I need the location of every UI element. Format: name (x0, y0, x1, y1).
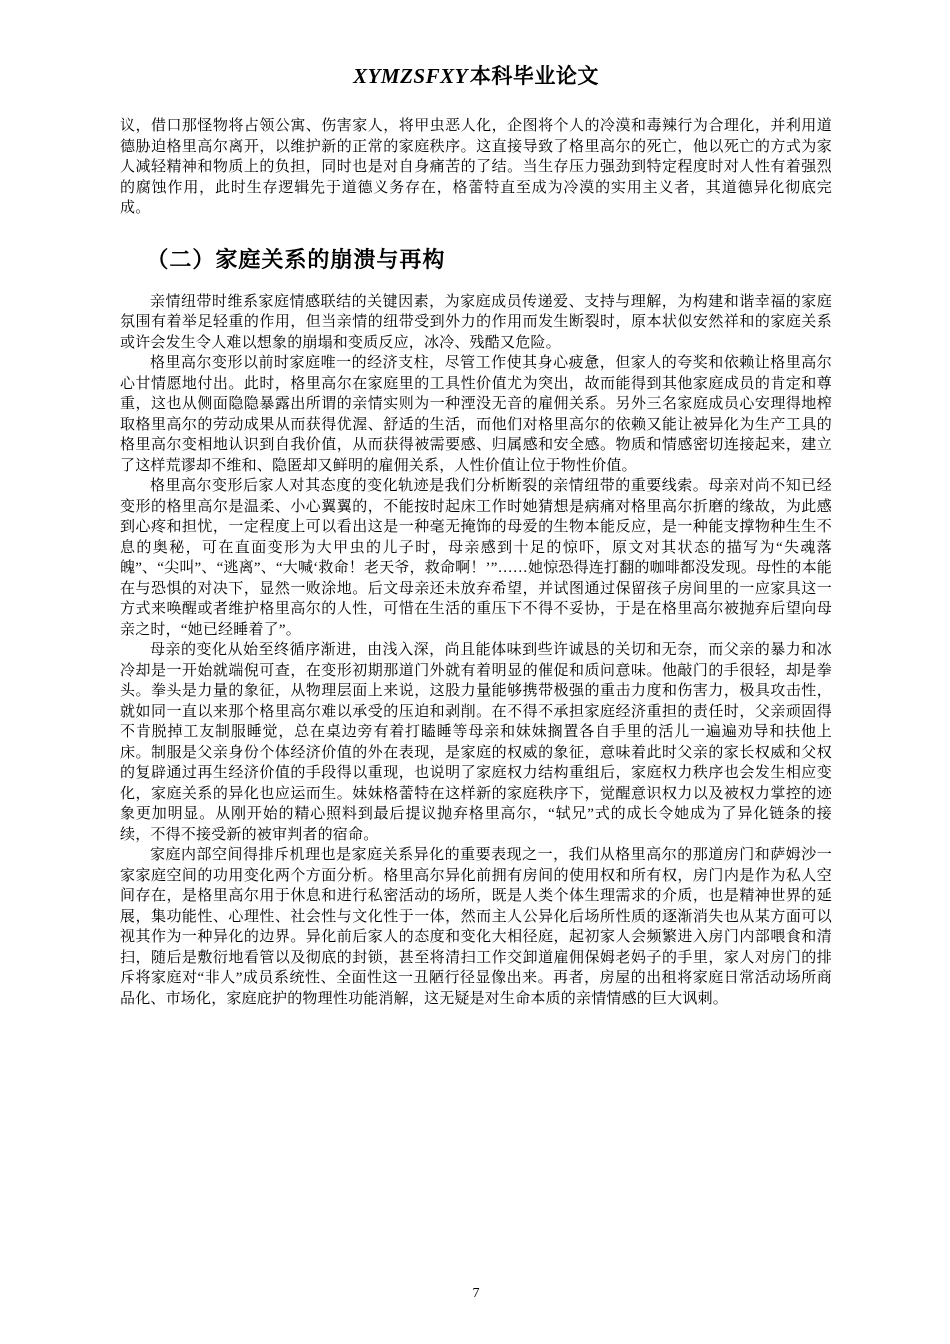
page-footer (120, 1264, 832, 1302)
paragraph: 家庭内部空间得排斥机理也是家庭关系异化的重要表现之一，我们从格里高尔的那道房门和萨姆沙一家家庭空间的功用变化两个方面分析。格里高尔异化前拥有房间的使用权和所有权，房门内是作为私人空间存在，是格里高尔用于休息和进行私密活动的场所，既是人类个体生理需求的介质，也是精神世界的延展，集功能性、心理性、社会性与文化性于一体，然而主人公异化后场所性质的逐渐消失也从某方面可以视其作为一种异化的边界。异化前后家人的态度和变化大相径庭，起初家人会频繁进入房门内部喂食和清扫，随后是敷衍地看管以及彻底的封锁，甚至将清扫工作交卸道雇佣保姆老妈子的手里，家人对房门的排斥将家庭对“非人”成员系统性、全面性这一丑陋行径显像出来。再者，房屋的出租将家庭日常活动场所商品化、市场化，家庭庇护的物理性功能消解，这无疑是对生命本质的亲情情感的巨大讽刺。 (120, 847, 832, 1007)
page-number: 7 (472, 1286, 480, 1301)
header-title-cn: 本科毕业论文 (469, 64, 599, 88)
paragraph: 格里高尔变形后家人对其态度的变化轨迹是我们分析断裂的亲情纽带的重要线索。母亲对尚不知已经变形的格里高尔是温柔、小心翼翼的，不能按时起床工作时她猜想是病痛对格里高尔折磨的缘故，为此感到心疼和担忧，一定程度上可以看出这是一种毫无掩饰的母爱的生物本能反应，是一种能支撑物种生生不息的奥秘，可在直面变形为大甲虫的儿子时，母亲感到十足的惊吓，原文对其状态的描写为“失魂落魄”、“尖叫”、“逃离”、“大喊‘救命！老天爷，救命啊！’”……她惊恐得连打翻的咖啡都没发现。母性的本能在与恐惧的对决下，显然一败涂地。后文母亲还未放弃希望，并试图通过保留孩子房间里的一应家具这一方式来唤醒或者维护格里高尔的人性，可惜在生活的重压下不得不妥协，于是在格里高尔被抛弃后望向母亲之时，“她已经睡着了”。 (120, 478, 832, 638)
paragraph: 母亲的变化从始至终循序渐进，由浅入深，尚且能体味到些许诚恳的关切和无奈，而父亲的暴力和冰冷却是一开始就端倪可查，在变形初期那道门外就有着明显的催促和质问意味。他敲门的手很轻，却是拳头。拳头是力量的象征，从物理层面上来说，这股力量能够携带极强的重击力度和伤害力，极具攻击性，就如同一直以来那个格里高尔难以承受的压迫和剥削。在不得不承担家庭经济重担的责任时，父亲顽固得不肯脱掉工友制服睡觉，总在桌边旁有着打瞌睡等母亲和妹妹搁置各自手里的活儿一遍遍劝导和扶他上床。制服是父亲身份个体经济价值的外在表现，是家庭的权威的象征，意味着此时父亲的家长权威和父权的复辟通过再生经济价值的手段得以重现，也说明了家庭权力结构重组后，家庭权力秩序也会发生相应变化，家庭关系的异化也应运而生。妹妹格蕾特在这样新的家庭秩序下，觉醒意识权力以及被权力掌控的迹象更加明显。从刚开始的精心照料到最后提议抛弃格里高尔，“轼兄”式的成长令她成为了异化链条的接续，不得不接受新的被审判者的宿命。 (120, 642, 832, 843)
paragraph: 亲情纽带时维系家庭情感联结的关键因素，为家庭成员传递爱、支持与理解，为构建和谐幸福的家庭氛围有着举足轻重的作用，但当亲情的纽带受到外力的作用而发生断裂时，原本状似安然祥和的家庭关系或许会发生令人难以想象的崩塌和变质反应，冰冷、残酷又危险。 (120, 293, 832, 351)
paragraph-continuation: 议，借口那怪物将占领公寓、伤害家人，将甲虫恶人化，企图将个人的冷漠和毒辣行为合理化，并利用道德胁迫格里高尔离开，以维护新的正常的家庭秩序。这直接导致了格里高尔的死亡，他以死亡的方式为家人减轻精神和物质上的负担，同时也是对自身痛苦的了结。当生存压力强劲到特定程度时对人性有着强烈的腐蚀作用，此时生存逻辑先于道德义务存在，格蕾特直至成为冷漠的实用主义者，其道德异化彻底完成。 (120, 118, 832, 216)
page-header (120, 60, 832, 90)
header-title-latin: XYMZSFXY (353, 64, 468, 88)
document-body (120, 116, 832, 1009)
section-heading: （二）家庭关系的崩溃与再构 (146, 246, 446, 272)
paragraph: 格里高尔变形以前时家庭唯一的经济支柱，尽管工作使其身心疲惫，但家人的夸奖和依赖让格里高尔心甘情愿地付出。此时，格里高尔在家庭里的工具性价值尤为突出，故而能得到其他家庭成员的肯定和尊重，这也从侧面隐隐暴露出所谓的亲情实则为一种湮没无音的雇佣关系。另外三名家庭成员心安理得地榨取格里高尔的劳动成果从而获得优渥、舒适的生活，而他们对格里高尔的依赖又能让被异化为生产工具的格里高尔变相地认识到自我价值，从而获得被需要感、归属感和安全感。物质和情感密切连接起来，建立了这样荒谬却不维和、隐匿却又鲜明的雇佣关系，人性价值让位于物性价值。 (120, 355, 832, 474)
